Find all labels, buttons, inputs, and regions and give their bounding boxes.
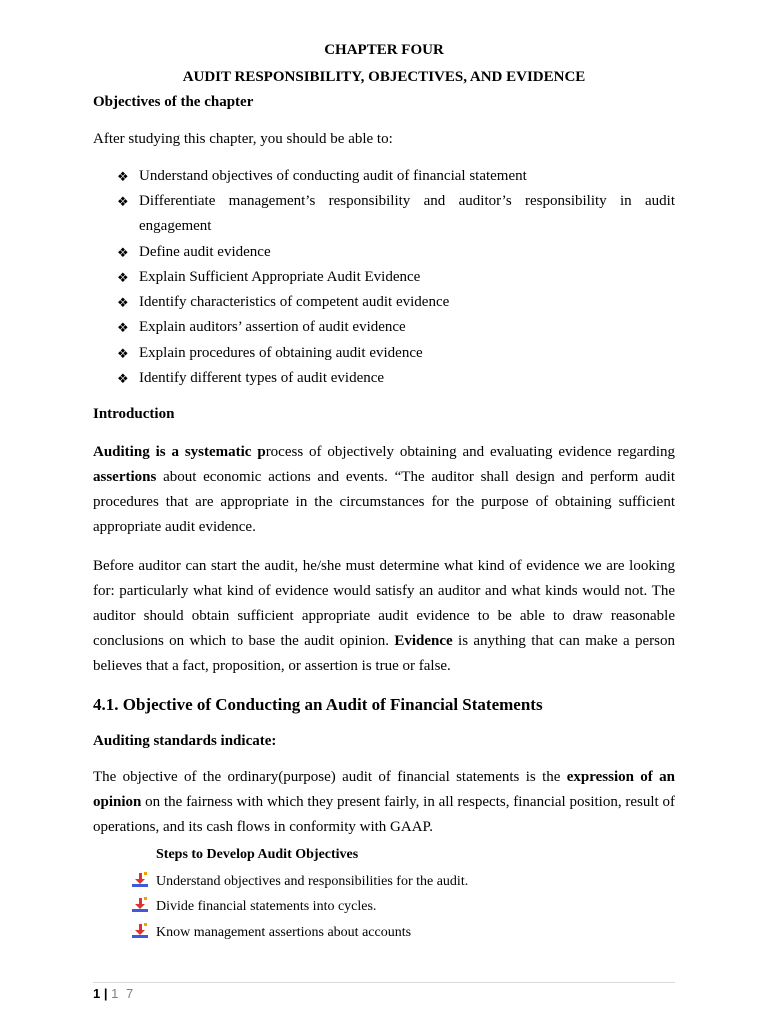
diamond-bullet-icon: ❖ [117,320,129,335]
list-item: ❖ Understand objectives of conducting audit of financial statement [117,164,675,189]
diamond-bullet-icon: ❖ [117,295,129,310]
section-heading: 4.1. Objective of Conducting an Audit of Financial Statements [93,695,543,714]
list-item: ❖ Identify characteristics of competent audit evidence [117,290,675,315]
list-item: ❖ Explain procedures of obtaining audit evidence [117,341,675,366]
list-item: Know management assertions about accounts [132,923,411,941]
diamond-bullet-icon: ❖ [117,346,129,361]
page-total: 1 7 [111,986,136,1001]
page-footer [93,986,135,1001]
diamond-bullet-icon: ❖ [117,245,129,260]
page-number: 1 | [93,986,108,1001]
list-item: ❖ Identify different types of audit evidence [117,366,675,391]
introduction-paragraph-2: Before auditor can start the audit, he/she must determine what kind of evidence we are looking for: particularly what kind of evidence would satisfy an auditor and what kinds would not. The auditor should obtain sufficient appropriate audit evidence to be able to draw reasonable conclusions on which to base the audit opinion. Evidence is anything that can make a person believes that a fact, proposition, or assertion is true or false. [93,558,675,674]
section-sub-heading: Auditing standards indicate: [93,733,277,749]
diamond-bullet-icon: ❖ [117,194,129,209]
objectives-heading: Objectives of the chapter [93,94,254,110]
diamond-bullet-icon: ❖ [117,371,129,386]
introduction-paragraph-1: Auditing is a systematic process of objectively obtaining and evaluating evidence regarding assertions about economic actions and events. “The auditor shall design and perform audit procedures that are appropriate in the circumstances for the purpose of obtaining sufficient appropriate audit evidence. [93,444,675,535]
list-item: ❖ Explain auditors’ assertion of audit evidence [117,315,675,340]
list-item: Understand objectives and responsibilities for the audit. [132,872,468,890]
section-paragraph: The objective of the ordinary(purpose) audit of financial statements is the expression of an opinion on the fairness with which they present fairly, in all respects, financial position, result of operations, and its cash flows in conformity with GAAP. [93,769,675,835]
chapter-title: AUDIT RESPONSIBILITY, OBJECTIVES, AND EVIDENCE [182,69,586,85]
diamond-bullet-icon: ❖ [117,169,129,184]
list-item: ❖ Differentiate management’s responsibility and auditor’s responsibility in audit engagement [117,189,675,239]
footer-divider [93,982,675,983]
introduction-heading: Introduction [93,406,175,422]
list-item: Divide financial statements into cycles. [132,897,376,915]
arrow-down-bullet-icon [132,923,148,939]
arrow-down-bullet-icon [132,897,148,913]
diamond-bullet-icon: ❖ [117,270,129,285]
objectives-intro: After studying this chapter, you should be able to: [93,131,393,147]
steps-title: Steps to Develop Audit Objectives [156,847,359,862]
list-item: ❖ Define audit evidence [117,240,675,265]
arrow-down-bullet-icon [132,872,148,888]
list-item: ❖ Explain Sufficient Appropriate Audit Evidence [117,265,675,290]
chapter-number: CHAPTER FOUR [324,42,444,58]
